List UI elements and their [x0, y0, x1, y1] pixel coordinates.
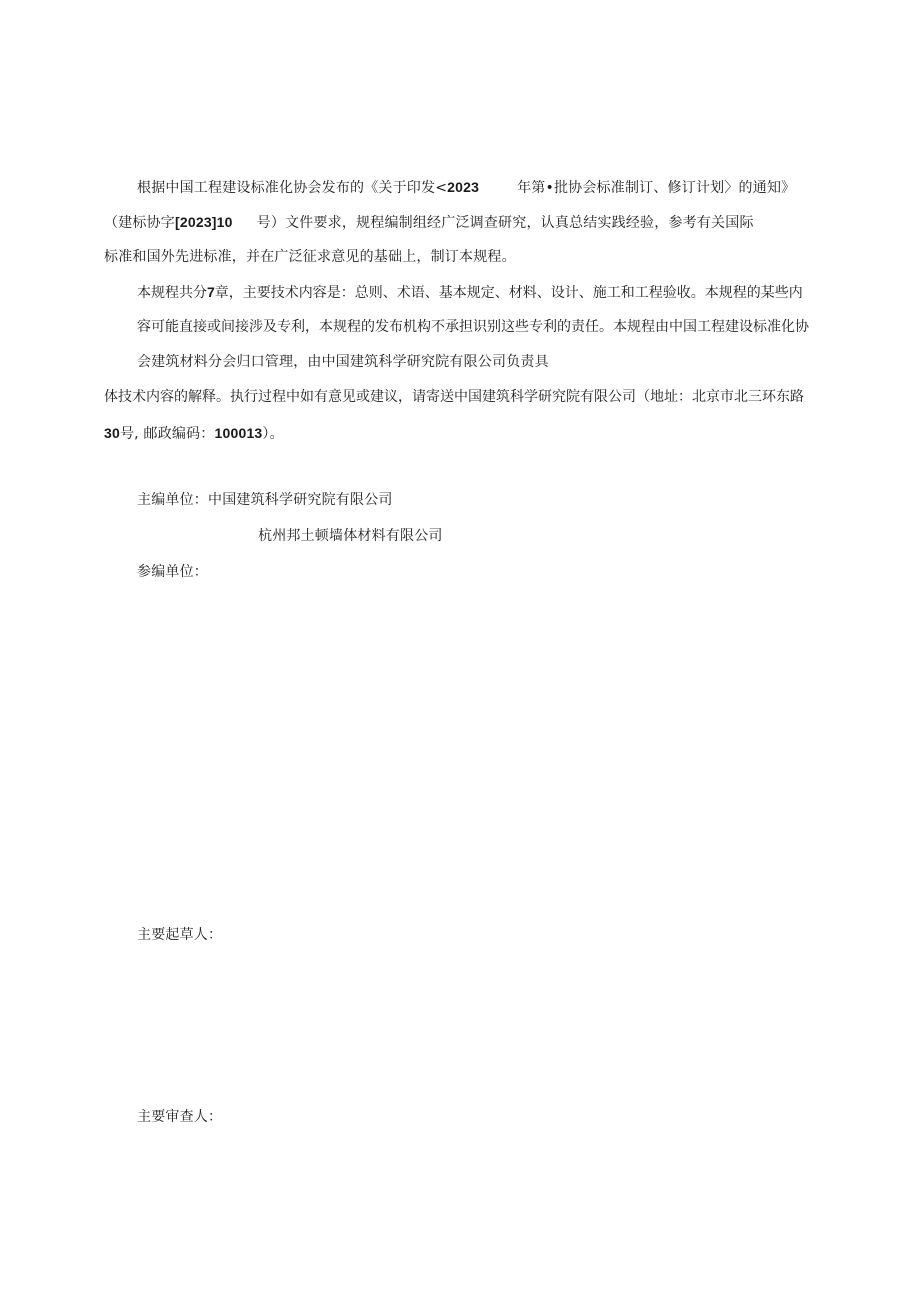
chief-unit-line [137, 490, 393, 510]
chief-unit-label: 主编单位： [137, 492, 208, 508]
preface-text: 号）文件要求，规程编制组经广泛调查研究，认真总结实践经验，参考有关国际 [256, 215, 754, 231]
content-line-3 [137, 352, 549, 372]
participating-unit-line [137, 562, 208, 582]
reviewers-label: 主要审查人： [137, 1109, 223, 1125]
participating-unit-label: 参编单位： [137, 564, 208, 580]
reviewers-line [137, 1107, 222, 1127]
content-text: 号, [119, 426, 139, 442]
preface-line-1 [137, 177, 795, 197]
content-line-4 [104, 387, 804, 407]
content-text: 容可能直接或间接涉及专利，本规程的发布机构不承担识别这些专利的责任。本规程由中国工程建设标准化协 [137, 319, 809, 335]
preface-text: （建标协字 [104, 215, 175, 231]
content-line-5 [104, 423, 284, 443]
content-text: 本规程共分 [137, 285, 207, 301]
preface-line-2 [104, 212, 754, 232]
preface-line-3 [104, 247, 516, 267]
content-text: 邮政编码： [138, 426, 215, 442]
preface-text: 年第•批协会标准制订、修订计划〉的通知》 [517, 180, 796, 196]
postal-code: 100013 [214, 425, 263, 441]
drafters-label: 主要起草人： [137, 927, 223, 943]
plan-year: 2023 [447, 179, 480, 195]
content-line-1 [137, 282, 803, 302]
content-text: 会建筑材料分会归口管理，由中国建筑科学研究院有限公司负责具 [137, 354, 549, 370]
chief-unit-name: 中国建筑科学研究院有限公司 [208, 492, 393, 508]
chief-unit-line-2 [258, 526, 443, 546]
content-text: ）。 [262, 426, 284, 442]
content-text: 章，主要技术内容是：总则、术语、基本规定、材料、设计、施工和工程验收。本规程的某些内 [214, 285, 803, 301]
preface-text: 根据中国工程建设标准化协会发布的《关于印发< [137, 180, 448, 196]
address-number: 30 [104, 425, 120, 441]
content-text: 体技术内容的解释。执行过程中如有意见或建议，请寄送中国建筑科学研究院有限公司（地址：北京市北三环东路 [104, 389, 804, 405]
preface-text: 标准和国外先进标准，并在广泛征求意见的基础上，制订本规程。 [104, 249, 516, 265]
chapter-count: 7 [207, 284, 215, 300]
document-number: [2023]10 [175, 214, 233, 230]
content-line-2 [137, 317, 809, 337]
drafters-line [137, 925, 222, 945]
chief-unit-name: 杭州邦土顿墙体材料有限公司 [258, 528, 443, 544]
